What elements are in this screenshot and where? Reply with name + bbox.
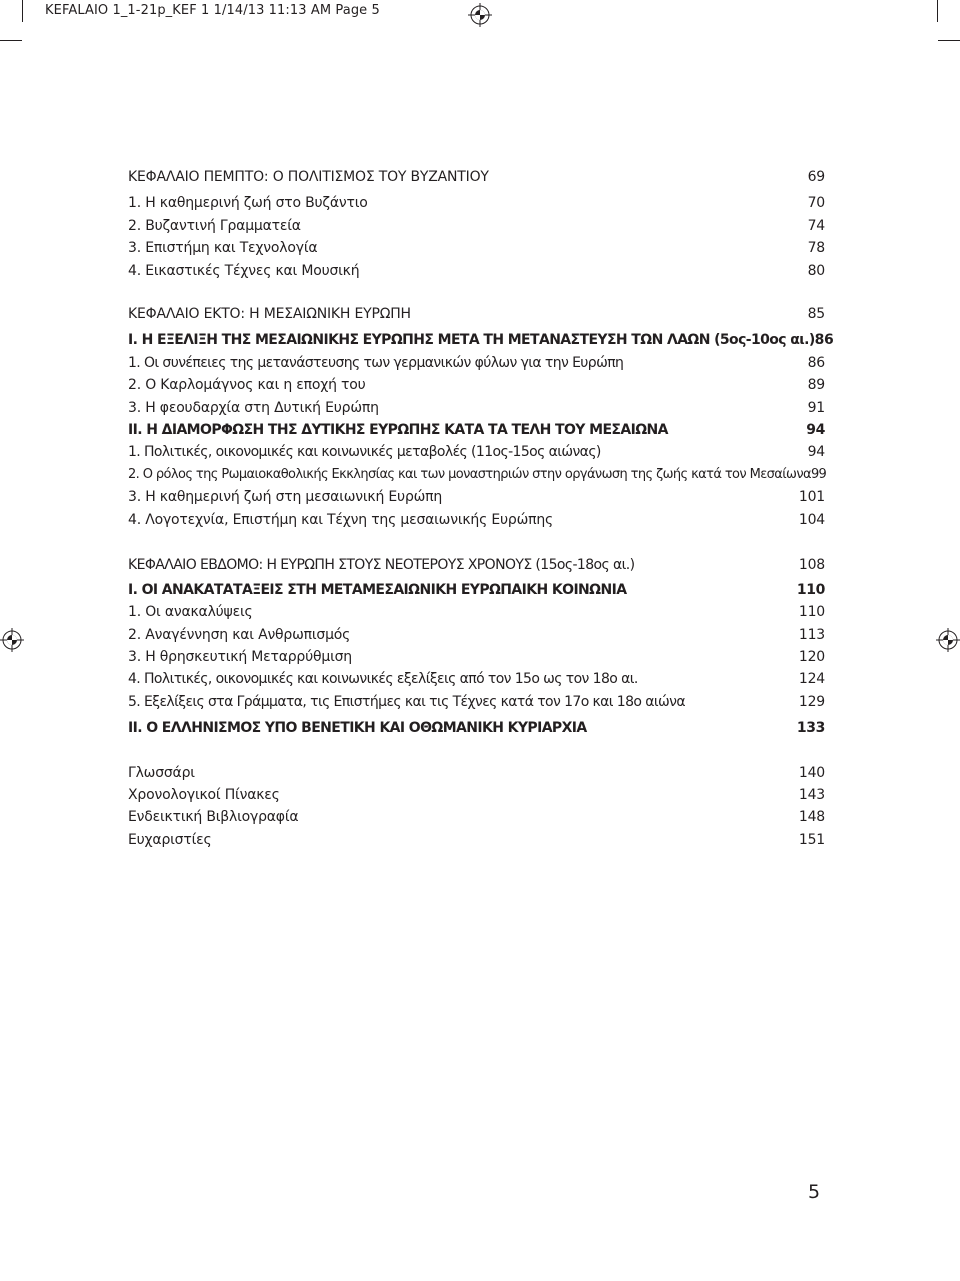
- crop-mark-top-left: [22, 0, 23, 22]
- toc-page: 110: [796, 582, 825, 598]
- toc-title: Ι. Η ΕΞΕΛΙΞΗ ΤΗΣ ΜΕΣΑΙΩΝΙΚΗΣ ΕΥΡΩΠΗΣ ΜΕΤΑ ΤΗ ΜΕΤΑΝΑΣΤΕΥΣΗ ΤΩΝ ΛΑΩΝ (5ος-10ος αι.): [128, 332, 815, 348]
- toc-page: 74: [807, 218, 825, 234]
- toc-title: 3. Η καθημερινή ζωή στη μεσαιωνική Ευρώπη: [128, 489, 443, 505]
- toc-title: 1. Οι ανακαλύψεις: [128, 604, 253, 620]
- toc-item: [128, 488, 825, 506]
- toc-section: [128, 719, 825, 737]
- toc-page: 80: [807, 263, 825, 279]
- toc-page: 143: [798, 787, 825, 803]
- toc-title: Ευχαριστίες: [128, 832, 212, 848]
- toc-title: Ενδεικτική Βιβλιογραφία: [128, 809, 299, 825]
- toc-item: [128, 670, 825, 688]
- toc-page: 85: [807, 306, 825, 322]
- toc-title: 3. Η φεουδαρχία στη Δυτική Ευρώπη: [128, 400, 379, 416]
- toc-title: ΚΕΦΑΛΑΙΟ ΕΒΔΟΜΟ: Η ΕΥΡΩΠΗ ΣΤΟΥΣ ΝΕΟΤΕΡΟΥΣ ΧΡΟΝΟΥΣ (15ος-18ος αι.): [128, 557, 635, 573]
- toc-title: 4. Πολιτικές, οικονομικές και κοινωνικές εξελίξεις από τον 15ο ως τον 18ο αι.: [128, 671, 638, 687]
- toc-title: 5. Εξελίξεις στα Γράμματα, τις Επιστήμες και τις Τέχνες κατά τον 17ο και 18ο αιώνα: [128, 694, 685, 710]
- printer-slug: KEFALAIO 1_1-21p_KEF 1 1/14/13 11:13 AM Page 5: [45, 3, 380, 18]
- toc-page: 124: [798, 671, 825, 687]
- toc-page: 104: [798, 512, 825, 528]
- toc-page: 94: [806, 422, 825, 438]
- toc-appendix: [128, 831, 825, 849]
- toc-item: [128, 194, 825, 212]
- toc-page: 69: [807, 169, 825, 185]
- toc-page: 110: [798, 604, 825, 620]
- toc-page: 120: [798, 649, 825, 665]
- toc-title: 3. Επιστήμη και Τεχνολογία: [128, 240, 318, 256]
- toc-item: [128, 466, 825, 484]
- toc-item: [128, 376, 825, 394]
- toc-chapter-6: [128, 305, 825, 323]
- registration-target-icon: [936, 628, 960, 652]
- toc-chapter-5: [128, 168, 825, 186]
- toc-page: 101: [798, 489, 825, 505]
- toc-title: 2. Βυζαντινή Γραμματεία: [128, 218, 301, 234]
- toc-title: Γλωσσάρι: [128, 765, 195, 781]
- toc-title: ΙΙ. Ο ΕΛΛΗΝΙΣΜΟΣ ΥΠΟ ΒΕΝΕΤΙΚΗ ΚΑΙ ΟΘΩΜΑΝΙΚΗ ΚΥΡΙΑΡΧΙΑ: [128, 720, 587, 736]
- toc-page: 89: [807, 377, 825, 393]
- toc-title: 1. Η καθημερινή ζωή στο Βυζάντιο: [128, 195, 368, 211]
- crop-mark-top-right-h: [938, 40, 960, 41]
- toc-page: 148: [798, 809, 825, 825]
- toc-item: [128, 262, 825, 280]
- toc-page: 94: [807, 444, 825, 460]
- toc-item: [128, 399, 825, 417]
- toc-page: 113: [798, 627, 825, 643]
- toc-title: 3. Η θρησκευτική Μεταρρύθμιση: [128, 649, 352, 665]
- toc-appendix: [128, 808, 825, 826]
- toc-chapter-7: [128, 556, 825, 574]
- registration-target-icon: [468, 3, 492, 27]
- toc-appendix: [128, 764, 825, 782]
- toc-title: 4. Εικαστικές Τέχνες και Μουσική: [128, 263, 360, 279]
- toc-title: 2. Ο ρόλος της Ρωμαιοκαθολικής Εκκλησίας και των μοναστηριών στην οργάνωση της ζωής κατά τον Μεσαίωνα: [128, 467, 811, 482]
- toc-section: [128, 421, 825, 439]
- toc-item: [128, 693, 825, 711]
- toc-page: 151: [798, 832, 825, 848]
- page-number: 5: [808, 1181, 821, 1203]
- toc-page: 86: [807, 355, 825, 371]
- toc-item: [128, 511, 825, 529]
- toc-item: [128, 217, 825, 235]
- toc-title: ΚΕΦΑΛΑΙΟ ΕΚΤΟ: Η ΜΕΣΑΙΩΝΙΚΗ ΕΥΡΩΠΗ: [128, 306, 411, 322]
- toc-title: 2. Ο Καρλομάγνος και η εποχή του: [128, 377, 366, 393]
- toc-item: [128, 603, 825, 621]
- toc-appendix: [128, 786, 825, 804]
- toc-item: [128, 354, 825, 372]
- toc-item: [128, 443, 825, 461]
- toc-section: [128, 331, 834, 349]
- toc-title: Χρονολογικοί Πίνακες: [128, 787, 280, 803]
- toc-page: 129: [798, 694, 825, 710]
- registration-target-icon: [0, 628, 24, 652]
- toc-title: ΙΙ. Η ΔΙΑΜΟΡΦΩΣΗ ΤΗΣ ΔΥΤΙΚΗΣ ΕΥΡΩΠΗΣ ΚΑΤΑ ΤΑ ΤΕΛΗ ΤΟΥ ΜΕΣΑΙΩΝΑ: [128, 422, 668, 438]
- toc-page: 91: [807, 400, 825, 416]
- toc-page: 86: [814, 332, 834, 348]
- toc-item: [128, 648, 825, 666]
- toc-page: 70: [807, 195, 825, 211]
- toc-title: ΚΕΦΑΛΑΙΟ ΠΕΜΠΤΟ: Ο ΠΟΛΙΤΙΣΜΟΣ ΤΟΥ ΒΥΖΑΝΤΙΟΥ: [128, 169, 489, 185]
- toc-title: Ι. ΟΙ ΑΝΑΚΑΤΑΤΑΞΕΙΣ ΣΤΗ ΜΕΤΑΜΕΣΑΙΩΝΙΚΗ ΕΥΡΩΠΑΙΚΗ ΚΟΙΝΩΝΙΑ: [128, 582, 627, 598]
- crop-mark-top-right: [937, 0, 938, 22]
- toc-item: [128, 239, 825, 257]
- toc-title: 1. Οι συνέπειες της μετανάστευσης των γερμανικών φύλων για την Ευρώπη: [128, 355, 624, 371]
- toc-page: 108: [798, 557, 825, 573]
- toc-page: 140: [798, 765, 825, 781]
- toc-item: [128, 626, 825, 644]
- toc-title: 1. Πολιτικές, οικονομικές και κοινωνικές μεταβολές (11ος-15ος αιώνας): [128, 444, 601, 460]
- toc-title: 2. Αναγέννηση και Ανθρωπισμός: [128, 627, 351, 643]
- toc-section: [128, 581, 825, 599]
- toc-page: 99: [810, 467, 827, 482]
- toc-title: 4. Λογοτεχνία, Επιστήμη και Τέχνη της μεσαιωνικής Ευρώπης: [128, 512, 554, 528]
- toc-page: 133: [796, 720, 825, 736]
- toc-page: 78: [807, 240, 825, 256]
- crop-mark-top-left-h: [0, 40, 22, 41]
